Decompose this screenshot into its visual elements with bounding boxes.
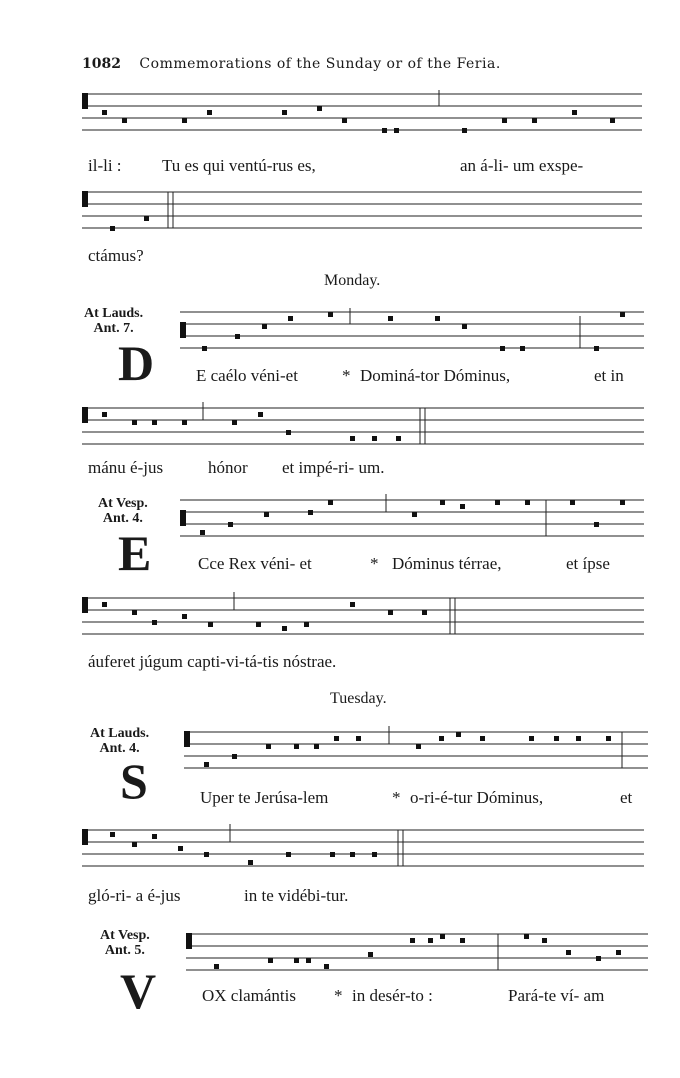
lyric: in te vidébi-tur. [244, 886, 349, 905]
day-heading-tuesday: Tuesday. [330, 690, 387, 707]
office-label: At Lauds. [84, 306, 144, 321]
lyric: Cce Rex véni- et [198, 554, 312, 573]
staff-5 [180, 494, 646, 546]
lyric: in desér-to : [352, 986, 433, 1005]
lyric: E caélo véni-et [196, 366, 298, 385]
staff-8 [82, 824, 646, 876]
lyric: il-li : [88, 156, 122, 175]
initial-letter: S [120, 753, 148, 809]
asterisk: * [370, 554, 379, 573]
lyric: mánu é-jus [88, 458, 164, 477]
lyrics-line [88, 458, 488, 480]
lyric: Uper te Jerúsa-lem [200, 788, 329, 807]
office-label: At Vesp. [100, 928, 150, 943]
staff-6 [82, 592, 646, 644]
antiphon-number: Ant. 4. [99, 741, 140, 756]
antiphon-label [90, 726, 149, 756]
antiphon-number: Ant. 7. [93, 321, 134, 336]
lyric: et impé-ri- um. [282, 458, 385, 477]
lyric: Dóminus térrae, [392, 554, 502, 573]
antiphon-label [100, 928, 150, 958]
antiphon-label [84, 306, 143, 336]
initial-letter: E [118, 525, 152, 581]
top-lyrics [88, 156, 648, 178]
staff-9 [186, 928, 650, 980]
lyrics-line [200, 788, 646, 810]
lyric: et in [594, 366, 624, 385]
antiphon-number: Ant. 5. [104, 943, 145, 958]
lyric: et ípse [566, 554, 610, 573]
staff-4 [82, 402, 646, 454]
lyric: Pará-te ví- am [508, 986, 605, 1005]
page-number: 1082 [82, 56, 121, 72]
lyric: gló-ri- a é-jus [88, 886, 181, 905]
lyric: Dominá-tor Dóminus, [360, 366, 511, 385]
office-label: At Vesp. [98, 496, 148, 511]
staff-7 [184, 726, 650, 778]
lyric: hónor [208, 458, 248, 477]
lyrics-line: áuferet júgum capti-vi-tá-tis nóstrae. [88, 652, 337, 671]
initial-letter: V [120, 963, 157, 1019]
running-header [82, 56, 501, 72]
lyric: o-ri-é-tur Dóminus, [410, 788, 544, 807]
lyrics-line [88, 886, 488, 908]
lyric: et [620, 788, 633, 807]
lyrics-line [196, 366, 646, 388]
staff-2 [82, 186, 644, 238]
lyric: OX clamántis [202, 986, 296, 1005]
page-title: Commemorations of the Sunday or of the Feria. [139, 56, 501, 72]
lyric: Tu es qui ventú-rus es, [162, 156, 316, 175]
day-heading-monday: Monday. [324, 272, 381, 289]
lyric: an á-li- um exspe- [460, 156, 584, 175]
antiphon-number: Ant. 4. [102, 511, 143, 526]
staff-1 [82, 88, 644, 140]
asterisk: * [342, 366, 351, 385]
staff-3 [180, 306, 646, 358]
lyrics-line [198, 554, 646, 576]
office-label: At Lauds. [90, 726, 150, 741]
top-lyrics-2: ctámus? [88, 246, 144, 265]
initial-letter: D [118, 335, 155, 391]
asterisk: * [334, 986, 343, 1005]
lyrics-line [202, 986, 648, 1008]
antiphon-label [98, 496, 148, 526]
asterisk: * [392, 788, 401, 807]
